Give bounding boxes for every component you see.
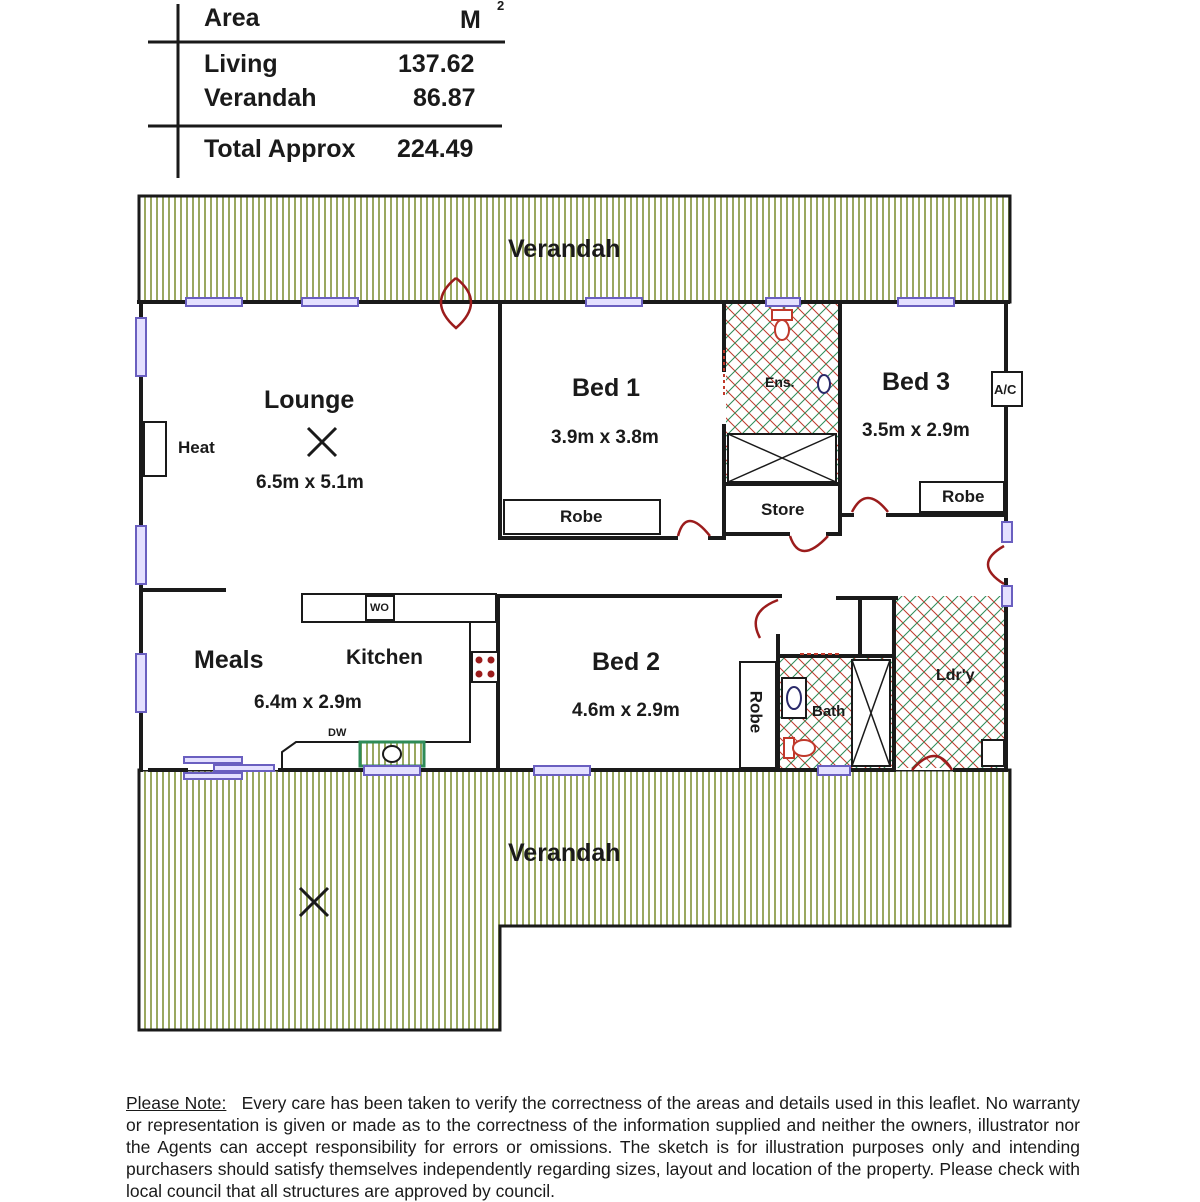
area-header-unit-sup: 2 xyxy=(497,0,505,13)
bed1-label: Bed 1 xyxy=(572,374,641,402)
sink-bowl xyxy=(383,746,401,762)
lounge-size: 6.5m x 5.1m xyxy=(256,472,364,493)
disclaimer xyxy=(126,1092,1080,1202)
laundry-label: Ldr'y xyxy=(936,667,975,684)
kitchen-label: Kitchen xyxy=(346,646,424,669)
dishwasher-label: DW xyxy=(328,727,347,739)
verandah-bottom-label: Verandah xyxy=(508,839,621,867)
area-row-value-verandah: 86.87 xyxy=(413,84,476,112)
bed2-size: 4.6m x 2.9m xyxy=(572,700,680,721)
cooktop xyxy=(472,652,498,682)
disclaimer-heading: Please Note: xyxy=(126,1093,227,1113)
store-label: Store xyxy=(761,500,805,519)
lounge-label: Lounge xyxy=(264,386,355,414)
meals-label: Meals xyxy=(194,646,264,674)
area-row-label-living: Living xyxy=(204,50,278,78)
area-total-value: 224.49 xyxy=(397,135,474,163)
bed1-robe-label: Robe xyxy=(560,507,603,526)
bed3-robe-label: Robe xyxy=(942,487,985,506)
area-row-value-living: 137.62 xyxy=(398,50,475,78)
bed2-label: Bed 2 xyxy=(592,648,661,676)
wall-oven-label: WO xyxy=(370,602,389,614)
disclaimer-body: Every care has been taken to verify the correctness of the areas and details used in this leaflet. No warranty or representation is given or made as to the correctness of the information supplied and neither the owners, illustrator nor the Agents can accept responsibility for errors or omissions. The sketch is for illustration purposes only and intending purchasers should satisfy themselves independently regarding sizes, layout and location of the property. Please check with local council that all structures are approved by council. xyxy=(126,1093,1080,1201)
heat-label: Heat xyxy=(178,438,215,457)
bed2-robe-label: Robe xyxy=(746,690,766,734)
area-header-unit: M xyxy=(460,6,481,34)
verandah-top-label: Verandah xyxy=(508,235,621,263)
ac-label: A/C xyxy=(994,382,1017,397)
bath-label: Bath xyxy=(812,703,846,720)
area-row-label-verandah: Verandah xyxy=(204,84,317,112)
meals-size: 6.4m x 2.9m xyxy=(254,692,362,713)
area-total-label: Total Approx xyxy=(204,135,356,163)
bed3-label: Bed 3 xyxy=(882,368,951,396)
bed3-size: 3.5m x 2.9m xyxy=(862,420,970,441)
bed1-size: 3.9m x 3.8m xyxy=(551,427,659,448)
ensuite-label: Ens. xyxy=(765,374,795,390)
area-header-label: Area xyxy=(204,4,260,32)
verandah-bottom-area xyxy=(139,770,1010,1030)
